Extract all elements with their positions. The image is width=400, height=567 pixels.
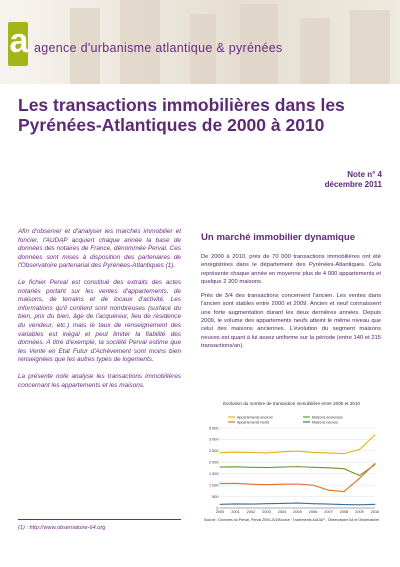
agency-name: agence d'urbanisme atlantique & pyrénées xyxy=(34,41,283,55)
body-column xyxy=(201,253,381,356)
x-tick-label: 2004 xyxy=(277,510,287,514)
agency-logo-letter: a xyxy=(9,22,29,60)
data-point xyxy=(359,475,360,476)
header-banner xyxy=(0,0,400,84)
data-point xyxy=(344,504,345,505)
data-point xyxy=(220,483,221,484)
footnote[interactable]: (1) : http://www.observatoire-64.org xyxy=(18,525,106,531)
document-title: Les transactions immobilières dans les Pyrénées-Atlantiques de 2000 à 2010 xyxy=(18,95,345,135)
footnote-divider xyxy=(18,519,181,520)
data-point xyxy=(220,504,221,505)
intro-paragraph-1: Afin d'observer et d'analyser les marchés immobilier et foncier, l'AUDAP acquiert chaque année la base de données des notaires de France, dénommée Perval. Ces données sont mises à disposition des partenaires de l'Observatoire partenarial des Pyrénées-Atlantiques (1). xyxy=(18,228,181,270)
y-tick-label: 2 000 xyxy=(208,460,219,465)
data-point xyxy=(375,434,376,435)
y-tick-label: 3 500 xyxy=(208,426,219,431)
legend-label: Maisons anciennes xyxy=(312,415,343,420)
body-paragraph-2: Près de 3/4 des transactions concernent l'ancien. Les ventes dans l'ancien sont stables entre 2000 et 2009. Ancien et neuf connaissent une forte augmentation durant les deux dernières années. Depuis 2009, le volume des appartements neufs atteint le même niveau que celui des maisons anciennes. L'évolution du segment maisons neuves est quant à lui assez uniforme sur la période (entre 140 et 215 transactions/an). xyxy=(201,293,381,349)
data-point xyxy=(359,478,360,479)
data-point xyxy=(328,452,329,453)
data-point xyxy=(266,484,267,485)
data-point xyxy=(220,452,221,453)
data-point xyxy=(235,503,236,504)
y-tick-label: 1 000 xyxy=(208,483,219,488)
data-point xyxy=(282,467,283,468)
intro-column xyxy=(18,228,181,398)
data-point xyxy=(282,503,283,504)
body-paragraph-1: De 2000 à 2010, près de 70 000 transactions immobilières ont été enregistrées dans le département des Pyrénées-Atlantiques. Cela représente chaque année en moyenne plus de 4 000 appartements et quelque 2 200 maisons. xyxy=(201,254,381,285)
y-tick-label: 0 xyxy=(216,506,219,511)
data-point xyxy=(282,484,283,485)
data-point xyxy=(251,484,252,485)
chart-title: Evolution du nombre de transaction immobilière entre 2000 et 2010 xyxy=(223,401,360,406)
series-line xyxy=(220,463,375,491)
data-point xyxy=(313,467,314,468)
y-tick-label: 3 000 xyxy=(208,437,219,442)
x-tick-label: 2005 xyxy=(293,510,302,514)
y-tick-label: 2 500 xyxy=(208,449,219,454)
x-tick-label: 2007 xyxy=(324,510,333,514)
data-point xyxy=(313,503,314,504)
x-tick-label: 2009 xyxy=(355,510,364,514)
x-tick-label: 2006 xyxy=(308,510,318,514)
x-tick-label: 2008 xyxy=(339,510,349,514)
legend-label: Appartements neufs xyxy=(237,420,270,425)
data-point xyxy=(235,483,236,484)
data-point xyxy=(220,467,221,468)
x-tick-label: 2002 xyxy=(246,510,256,514)
data-point xyxy=(251,504,252,505)
x-tick-label: 2000 xyxy=(215,510,225,514)
data-point xyxy=(235,452,236,453)
data-point xyxy=(359,449,360,450)
x-tick-label: 2001 xyxy=(231,510,240,514)
data-point xyxy=(297,503,298,504)
data-point xyxy=(328,490,329,491)
data-point xyxy=(344,491,345,492)
data-point xyxy=(297,484,298,485)
x-tick-label: 2003 xyxy=(262,510,271,514)
data-point xyxy=(266,503,267,504)
data-point xyxy=(344,468,345,469)
y-tick-label: 1 500 xyxy=(208,472,219,477)
note-number: Note n° 4 xyxy=(347,170,382,179)
y-tick-label: 500 xyxy=(212,494,219,499)
intro-paragraph-3: La présente note analyse les transactions immobilières concernant les appartements et les maisons. xyxy=(18,372,181,389)
data-point xyxy=(251,467,252,468)
data-point xyxy=(251,452,252,453)
intro-paragraph-2: Le fichier Perval est constitué des extraits des actes notariés portant sur les ventes d'appartements, de maisons, de terrains et de locaux d'activité. Les informations qu'il contient sont nombreuses (surface du bien, prix du bien, âge de l'acquéreur, lieu de résidence du vendeur, etc.) mais le taux de renseignement des variables est inégal et peut limiter la fiabilité des données. A titre d'exemple, la société Perval estime que les Vente en Etat Futur d'Achèvement sont moins bien renseignées que les autres types de logements. xyxy=(18,278,181,364)
data-point xyxy=(313,485,314,486)
data-point xyxy=(297,451,298,452)
data-point xyxy=(328,467,329,468)
chart-source-right: Source : Traitements AUDAP - Observatoire 64 et Observatoire xyxy=(278,518,379,522)
x-tick-label: 2010 xyxy=(370,510,379,514)
note-date: décembre 2011 xyxy=(324,180,382,189)
transactions-line-chart xyxy=(204,414,379,518)
data-point xyxy=(266,452,267,453)
chart-source-left: Source : Données du Perval, Perval 2000-2010 xyxy=(204,518,280,522)
data-point xyxy=(375,504,376,505)
data-point xyxy=(297,466,298,467)
section-title: Un marché immobilier dynamique xyxy=(201,232,356,243)
data-point xyxy=(266,467,267,468)
data-point xyxy=(359,504,360,505)
data-point xyxy=(375,463,376,464)
legend-label: Maisons neuves xyxy=(312,420,338,425)
data-point xyxy=(328,504,329,505)
data-point xyxy=(313,452,314,453)
data-point xyxy=(282,451,283,452)
data-point xyxy=(235,466,236,467)
data-point xyxy=(344,453,345,454)
legend-label: Appartements anciens xyxy=(237,415,273,420)
